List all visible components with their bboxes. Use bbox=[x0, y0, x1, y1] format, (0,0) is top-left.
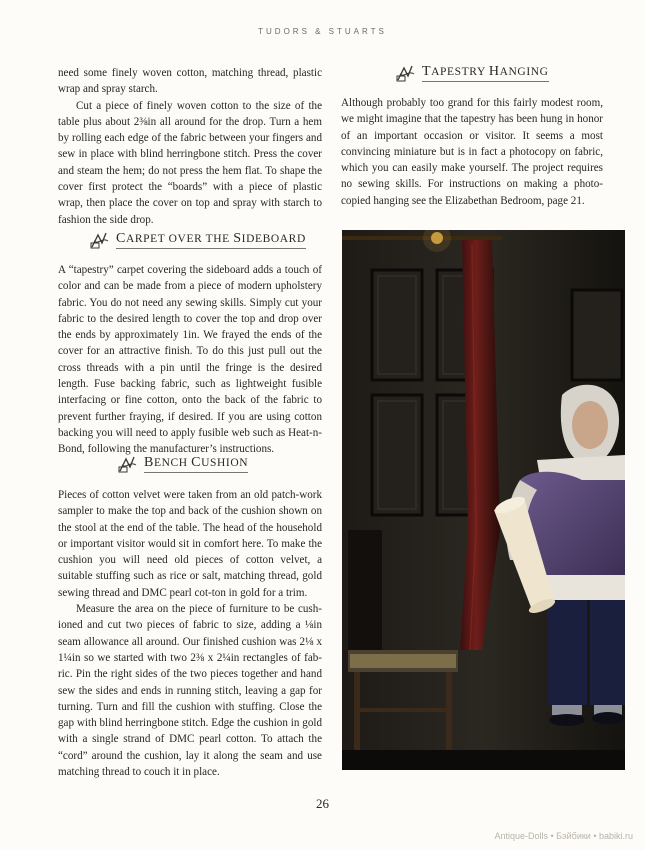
left-column-carpet bbox=[58, 262, 322, 458]
left-column-top bbox=[58, 65, 322, 228]
paragraph-tapestry: Although probably too grand for this fairly modest room, we might imagine that the tapestry has been hung in honor of an important occasion or visitor. It seems a most convincing miniature but is in fact a photocopy on fabric, which you can easily make yourself. The project requires no sewing skills. For instructions on making a photo-copied hanging see the Elizabethan Bedroom, page 21. bbox=[341, 97, 603, 207]
heading-initial: H bbox=[488, 64, 500, 79]
paragraph-carpet: A “tapestry” carpet covering the sideboard adds a touch of color and can be made from a piece of modern upholstery fabric. You do not need any sewing skills. Simply cut your fabric to the desired length to cover the top and drop over the ends by approximately 1in. We frayed the ends of the cover for an attractive finish. To do this just pull out the cross threads with a pin until the fringe is the desired length. Fuse backing fabric, such as lightweight fusible interfacing or fine cotton, onto the back of the fabric to prevent further fraying, if desired. If you are using cotton backing you will need to apply fusible web such as Heat-n-Bond, following the manufacturer’s instructions. bbox=[58, 264, 322, 456]
heading-rest: APESTRY bbox=[431, 66, 489, 78]
heading-initial: B bbox=[144, 455, 154, 470]
heading-rest: ENCH bbox=[153, 457, 192, 469]
paragraph-measure: Measure the area on the piece of furniture to be cush-ioned and cut two pieces of fabric to size, adding a ⅛in seam allowance all around. Our finished cushion was 2⅛ x 1¼in so we started with two 2⅜ x 2¼in rectangles of fab-ric. Pin the right sides of the two pieces together and hand sew the sides and ends in running stitch, leaving a gap for turning. Turn and fill the cushion with stuffing. Close the gap with blind herringbone stitch. Edge the cushion in gold with a single strand of DMC pearl cotton. To attach the “cord” around the cushion, lay it along the seam and use matching thread to couch it in place. bbox=[58, 603, 322, 779]
needle-thread-icon bbox=[118, 455, 138, 473]
heading-tapestry-hanging bbox=[396, 64, 549, 82]
heading-initial: C bbox=[116, 231, 126, 246]
paragraph-cut-cotton: Cut a piece of finely woven cotton to the size of the table plus about 2⅜in all around for the drop. Turn a hem by rolling each edge of the fabric between your fingers and sew in place with blind herringbone stitch. Press the cover and steam the hem; do not press the hem flat. To shape the cover first protect the “boards” with a piece of plastic wrap, then place the cover on top and spray with starch to fashion the side drop. bbox=[58, 99, 322, 226]
heading-rest: ANGING bbox=[499, 66, 549, 78]
heading-rest: ARPET OVER THE bbox=[125, 233, 234, 245]
heading-carpet-over-sideboard bbox=[90, 231, 306, 249]
page-number: 26 bbox=[316, 796, 329, 811]
right-column-tapestry bbox=[341, 95, 603, 209]
paragraph-bench: Pieces of cotton velvet were taken from an old patch-work sampler to make the top and back of the cushion shown on the stool at the end of the table. The head of the household or important visitor would sit in comfort here. To make the cushion you will need old pieces of cotton velvet, a suitable stuffing such as rice or salt, matching thread, gold sewing thread and DMC pearl cot-ton in gold for a trim. bbox=[58, 489, 322, 599]
heading-initial: S bbox=[233, 231, 242, 246]
paragraph-intro: need some finely woven cotton, matching thread, plastic wrap and spray starch. bbox=[58, 67, 322, 96]
running-head: TUDORS & STUARTS bbox=[258, 27, 387, 36]
needle-thread-icon bbox=[90, 231, 110, 249]
watermark: Antique-Dolls • Бэйбики • babiki.ru bbox=[494, 831, 633, 841]
left-column-bench bbox=[58, 487, 322, 780]
heading-initial: T bbox=[422, 64, 432, 79]
heading-rest: USHION bbox=[201, 457, 249, 469]
heading-bench-cushion bbox=[118, 455, 248, 473]
room-photograph bbox=[342, 230, 625, 770]
heading-initial: C bbox=[191, 455, 202, 470]
needle-thread-icon bbox=[396, 64, 416, 82]
heading-rest: IDEBOARD bbox=[241, 233, 306, 245]
